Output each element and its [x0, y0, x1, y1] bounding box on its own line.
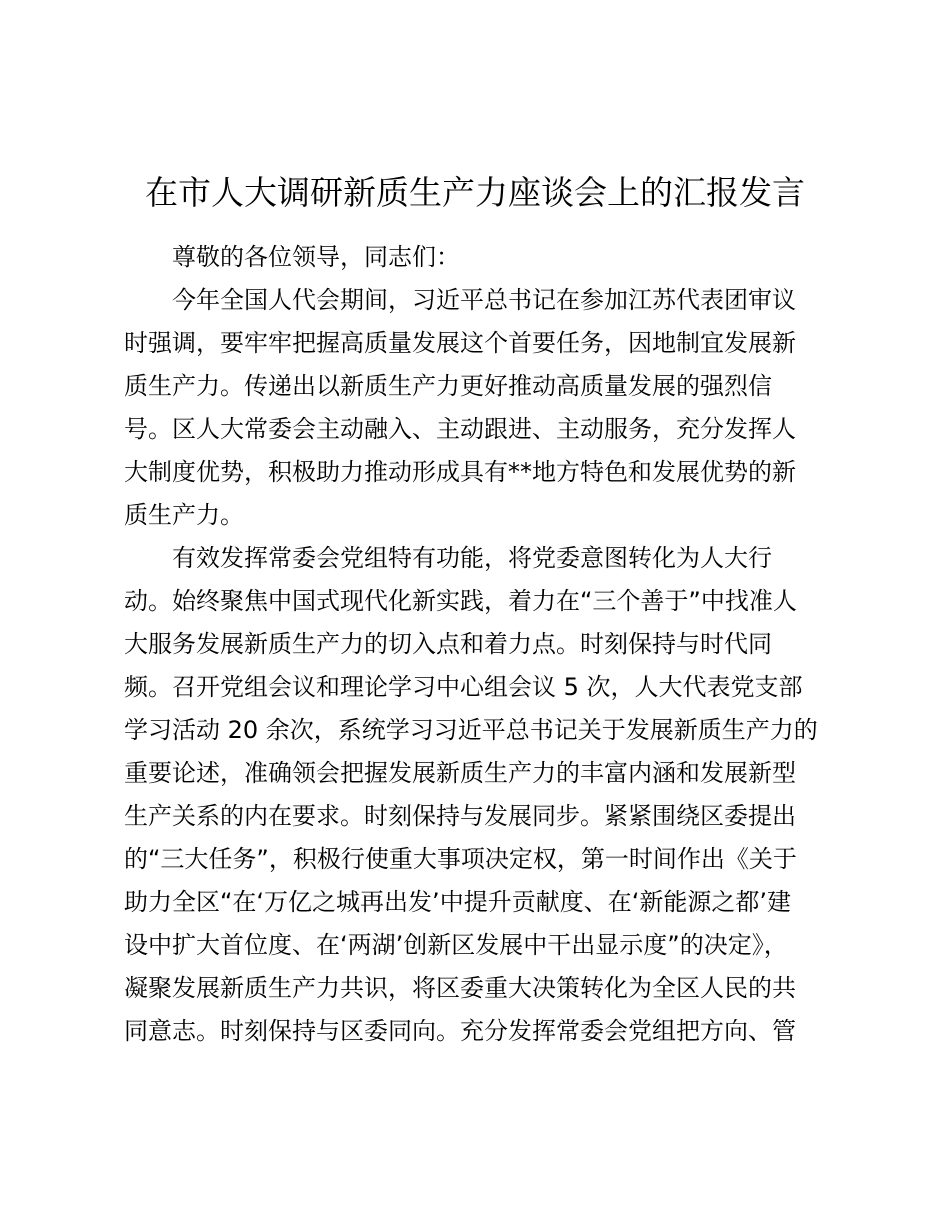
text-line: 助力全区“在‘万亿之城再出发’中提升贡献度、在‘新能源之都’建 [124, 888, 791, 916]
text-line: 凝聚发展新质生产力共识，将区委重大决策转化为全区人民的共 [124, 974, 796, 1002]
text-line: 频。召开党组会议和理论学习中心组会议 5 次，人大代表党支部 [124, 673, 803, 701]
text-line: 动。始终聚焦中国式现代化新实践，着力在“三个善于”中找准人 [124, 587, 797, 615]
text-line: 尊敬的各位领导，同志们： [172, 243, 460, 271]
text-line: 学习活动 20 余次，系统学习习近平总书记关于发展新质生产力的 [124, 716, 818, 744]
text-line: 有效发挥常委会党组特有功能，将党委意图转化为人大行 [172, 544, 772, 572]
text-line: 的“三大任务”，积极行使重大事项决定权，第一时间作出《关于 [124, 845, 797, 873]
text-line: 大制度优势，积极助力推动形成具有**地方特色和发展优势的新 [124, 458, 796, 486]
text-line: 生产关系的内在要求。时刻保持与发展同步。紧紧围绕区委提出 [124, 802, 796, 830]
document-title: 在市人大调研新质生产力座谈会上的汇报发言 [145, 173, 805, 212]
text-line: 同意志。时刻保持与区委同向。充分发挥常委会党组把方向、管 [124, 1017, 796, 1045]
text-line: 大服务发展新质生产力的切入点和着力点。时刻保持与时代同 [124, 630, 772, 658]
text-line: 号。区人大常委会主动融入、主动跟进、主动服务，充分发挥人 [124, 415, 796, 443]
text-line: 时强调，要牢牢把握高质量发展这个首要任务，因地制宜发展新 [124, 329, 796, 357]
text-line: 设中扩大首位度、在‘两湖’创新区发展中干出显示度”的决定》， [124, 931, 788, 959]
text-line: 质生产力。传递出以新质生产力更好推动高质量发展的强烈信 [124, 372, 772, 400]
text-line: 今年全国人代会期间，习近平总书记在参加江苏代表团审议 [172, 286, 796, 314]
text-line: 重要论述，准确领会把握发展新质生产力的丰富内涵和发展新型 [124, 759, 796, 787]
text-line: 质生产力。 [124, 501, 244, 529]
